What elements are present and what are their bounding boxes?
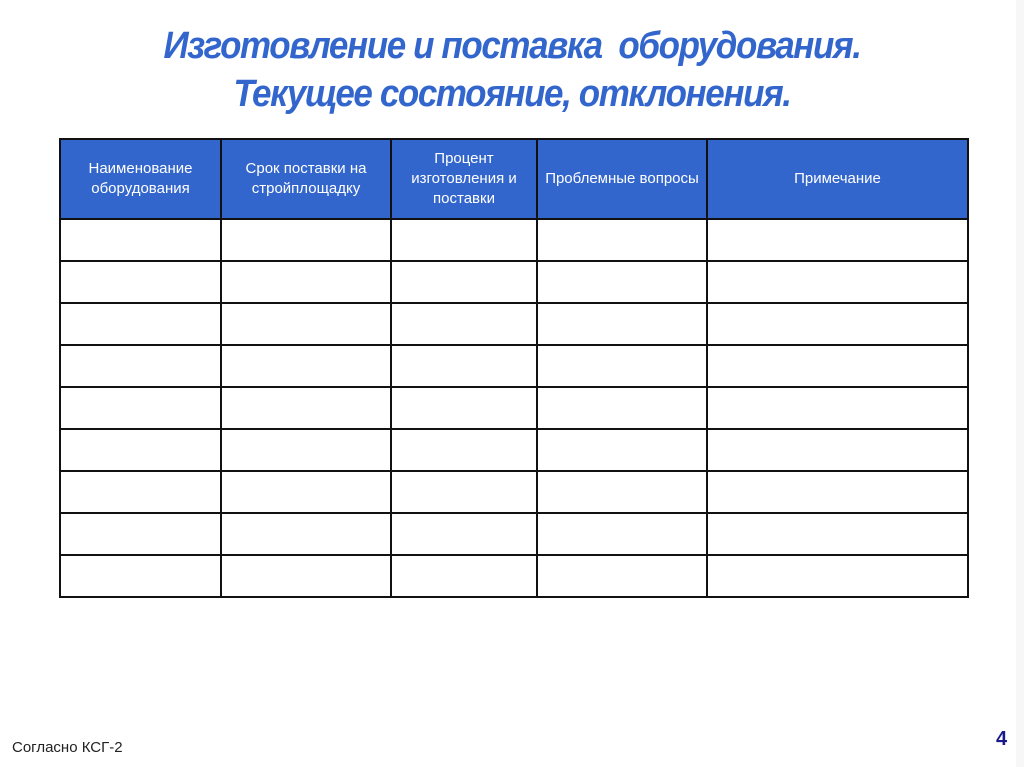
table-cell[interactable]	[537, 471, 707, 513]
table-row	[60, 219, 968, 261]
table-cell[interactable]	[707, 555, 968, 597]
table-row	[60, 345, 968, 387]
table-cell[interactable]	[537, 387, 707, 429]
table-cell[interactable]	[707, 471, 968, 513]
table-cell[interactable]	[221, 261, 391, 303]
table-cell[interactable]	[391, 303, 537, 345]
page-number: 4	[996, 728, 1008, 750]
table-cell[interactable]	[391, 261, 537, 303]
table-cell[interactable]	[537, 219, 707, 261]
table-cell[interactable]	[60, 261, 221, 303]
slide-title	[41, 22, 983, 118]
table-cell[interactable]	[707, 303, 968, 345]
table-cell[interactable]	[707, 345, 968, 387]
table-cell[interactable]	[391, 513, 537, 555]
table-cell[interactable]	[707, 513, 968, 555]
table-cell[interactable]	[707, 219, 968, 261]
table-cell[interactable]	[60, 303, 221, 345]
table-cell[interactable]	[221, 471, 391, 513]
header-notes: Примечание	[707, 139, 968, 219]
header-completion-percent: Процент изготовления и поставки	[391, 139, 537, 219]
table-cell[interactable]	[221, 513, 391, 555]
table-cell[interactable]	[537, 345, 707, 387]
table-cell[interactable]	[391, 555, 537, 597]
table-cell[interactable]	[537, 513, 707, 555]
header-equipment-name: Наименование оборудования	[60, 139, 221, 219]
table-cell[interactable]	[391, 345, 537, 387]
table-cell[interactable]	[391, 471, 537, 513]
equipment-status-table	[59, 138, 969, 598]
table-cell[interactable]	[391, 387, 537, 429]
table-row	[60, 429, 968, 471]
title-line-1: Изготовление и поставка оборудования.	[163, 25, 861, 67]
table-cell[interactable]	[537, 261, 707, 303]
table-cell[interactable]	[537, 555, 707, 597]
table-cell[interactable]	[60, 471, 221, 513]
table-cell[interactable]	[537, 429, 707, 471]
table-cell[interactable]	[60, 387, 221, 429]
table-cell[interactable]	[60, 219, 221, 261]
table-cell[interactable]	[707, 387, 968, 429]
table-cell[interactable]	[707, 261, 968, 303]
table-cell[interactable]	[221, 555, 391, 597]
table-cell[interactable]	[221, 219, 391, 261]
slide-edge	[1016, 0, 1024, 767]
table-cell[interactable]	[221, 387, 391, 429]
table-row	[60, 471, 968, 513]
table-cell[interactable]	[221, 303, 391, 345]
table-cell[interactable]	[60, 513, 221, 555]
table-cell[interactable]	[60, 555, 221, 597]
table-row	[60, 555, 968, 597]
table-cell[interactable]	[60, 345, 221, 387]
footer-note: Согласно КСГ-2	[12, 739, 123, 756]
table-cell[interactable]	[391, 429, 537, 471]
table-cell[interactable]	[707, 429, 968, 471]
title-line-2: Текущее состояние, отклонения.	[233, 73, 791, 115]
header-problem-issues: Проблемные вопросы	[537, 139, 707, 219]
table-row	[60, 303, 968, 345]
table-cell[interactable]	[221, 345, 391, 387]
table-row	[60, 387, 968, 429]
table-cell[interactable]	[60, 429, 221, 471]
table-cell[interactable]	[221, 429, 391, 471]
header-delivery-date: Срок поставки на стройплощадку	[221, 139, 391, 219]
table-cell[interactable]	[391, 219, 537, 261]
table-row	[60, 513, 968, 555]
table-header-row	[60, 139, 968, 219]
table-cell[interactable]	[537, 303, 707, 345]
table-row	[60, 261, 968, 303]
